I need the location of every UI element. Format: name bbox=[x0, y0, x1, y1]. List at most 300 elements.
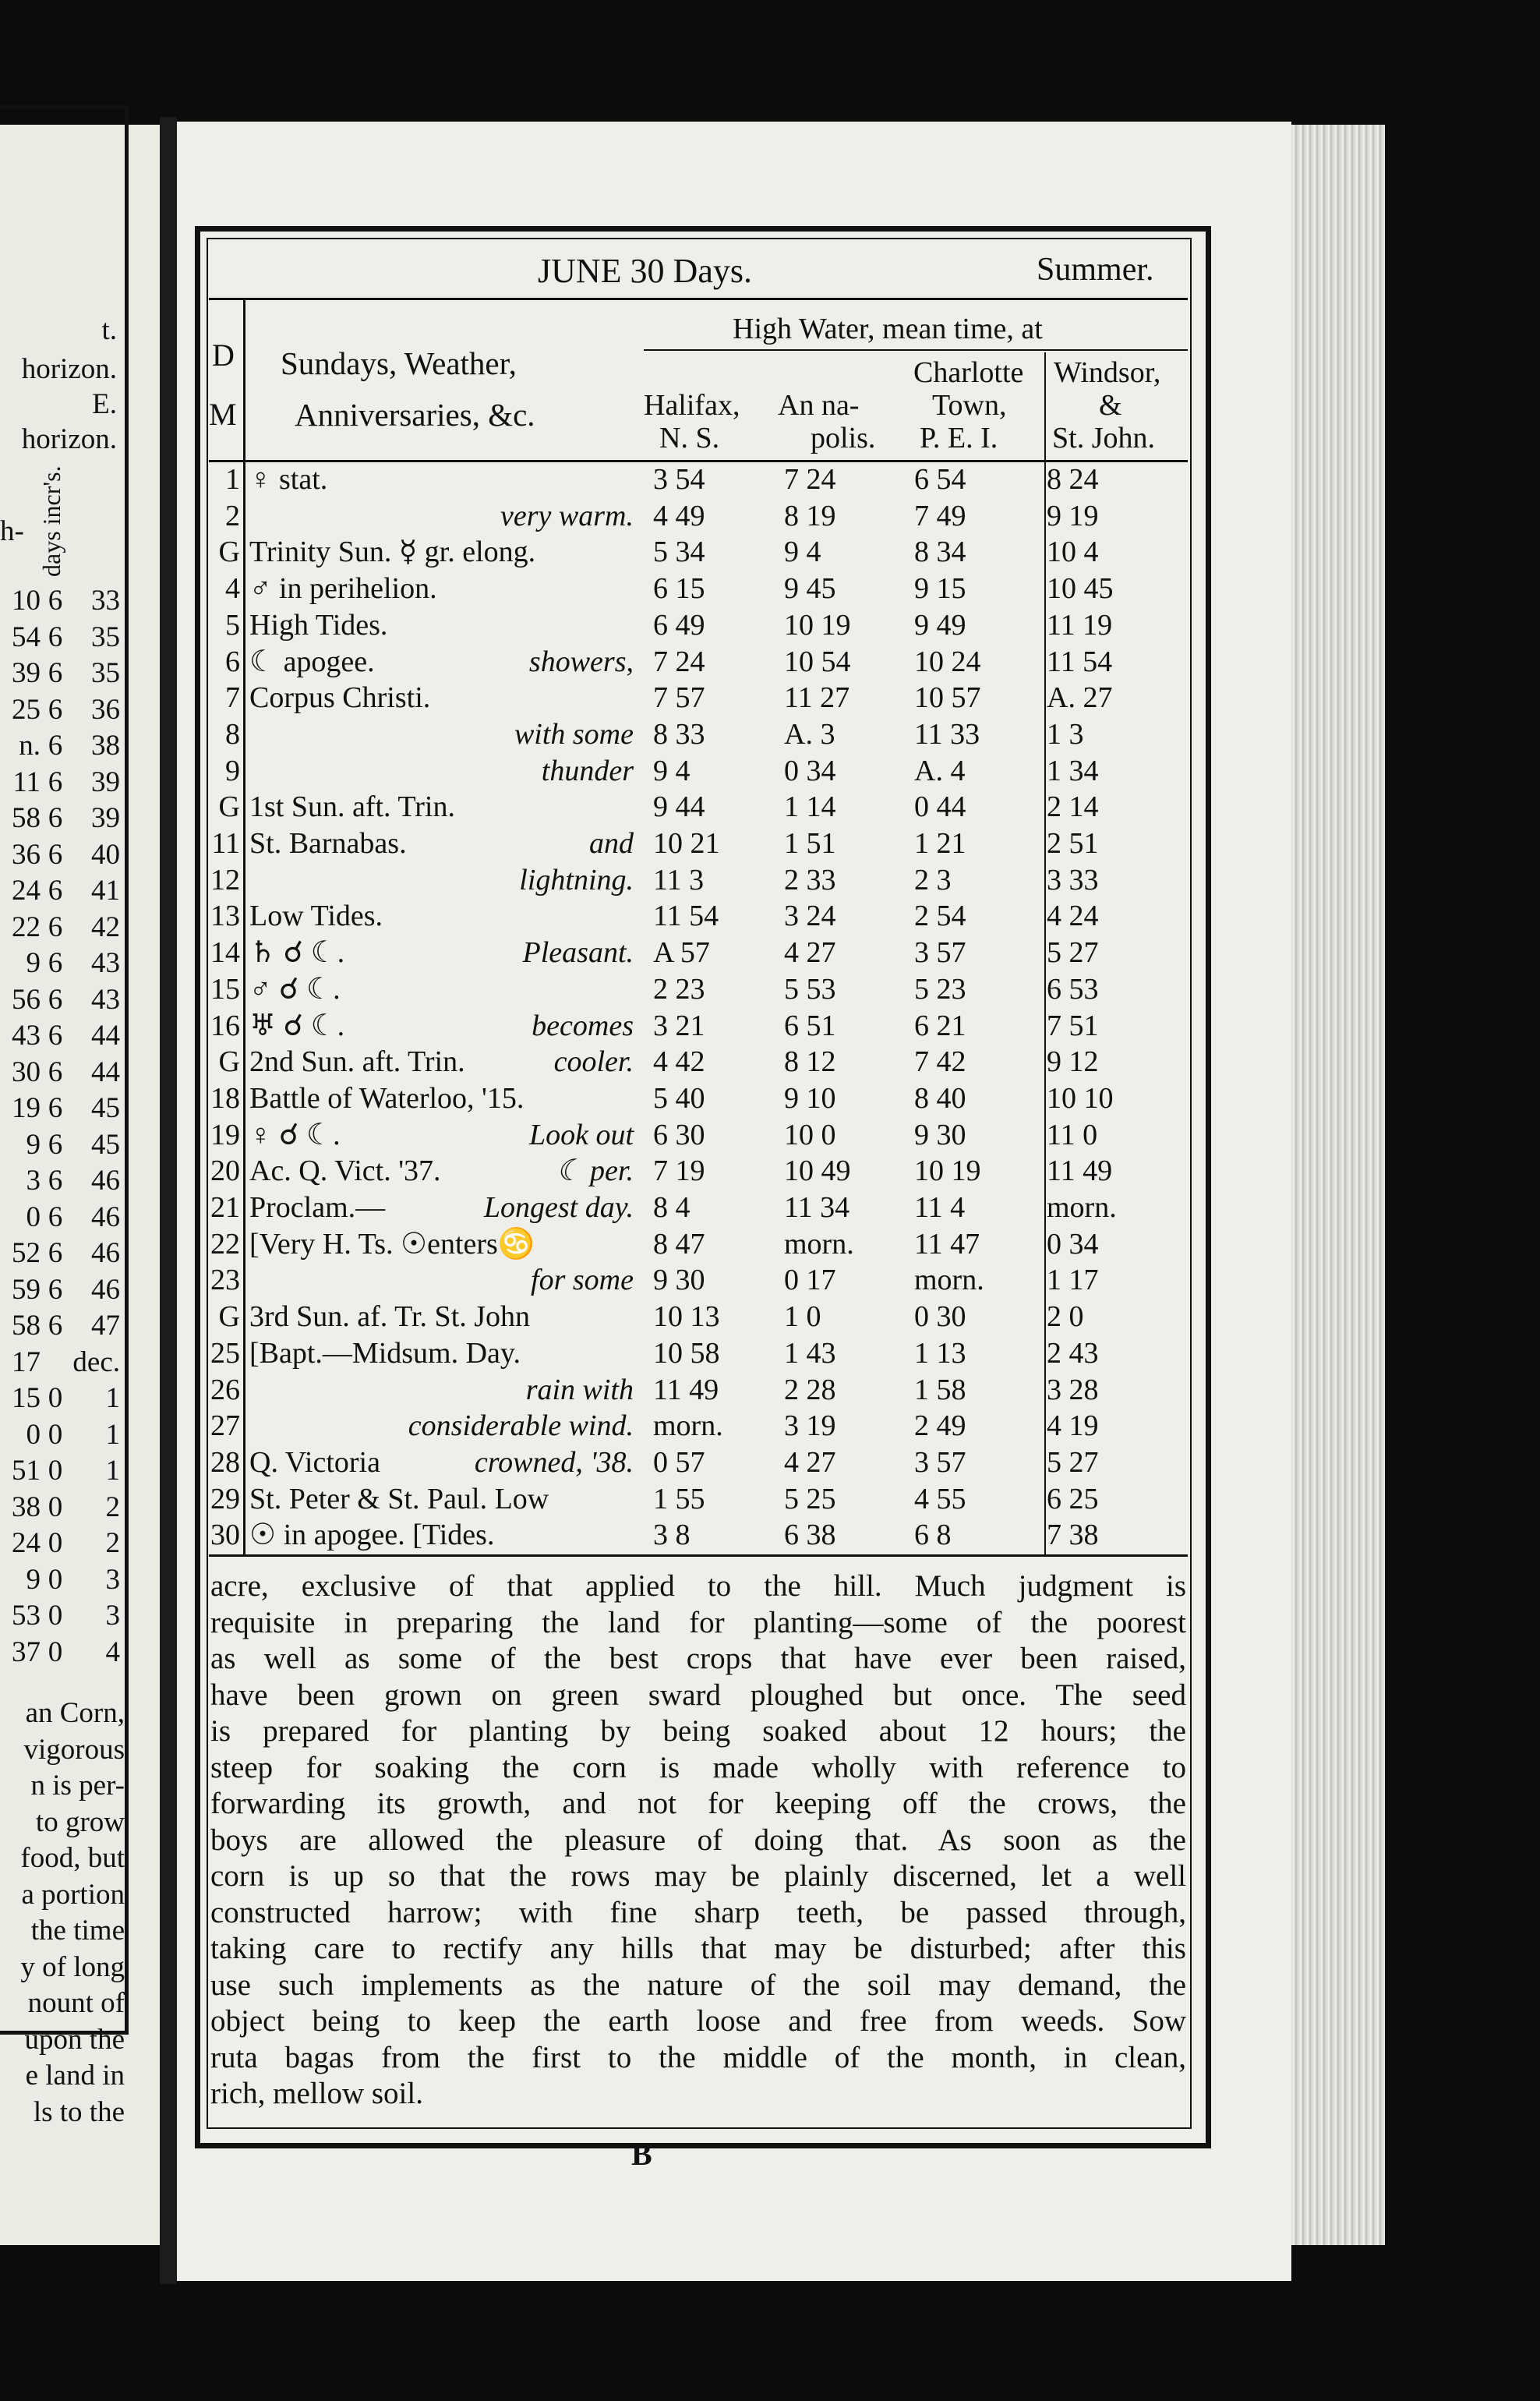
table-row bbox=[209, 498, 1188, 535]
charlotte-time: 2 49 bbox=[914, 1409, 966, 1443]
anniversary-text: ♄ ☌ ☾. bbox=[249, 936, 345, 970]
left-page-cell: 6 bbox=[48, 766, 63, 798]
halifax-time: 11 54 bbox=[653, 900, 719, 933]
left-page-cell: 2 bbox=[105, 1490, 120, 1523]
annapolis-time: 2 28 bbox=[784, 1373, 836, 1406]
day-marker: 25 bbox=[210, 1336, 240, 1370]
charlotte-time: 8 34 bbox=[914, 536, 966, 569]
table-row bbox=[209, 753, 1188, 790]
left-page-cell: 9 bbox=[26, 1128, 41, 1161]
left-page-cell: 11 bbox=[12, 766, 41, 798]
left-page-cell: 6 bbox=[48, 947, 63, 979]
weather-text: Longest day. bbox=[483, 1191, 634, 1224]
charlotte-time: 6 54 bbox=[914, 463, 966, 496]
col-windsor-1: Windsor, bbox=[1054, 356, 1161, 389]
anniversary-text: Ac. Q. Vict. '37. bbox=[249, 1155, 441, 1188]
paragraph-line: steep for soaking the corn is made wholly with reference to bbox=[210, 1750, 1186, 1784]
left-page-cell: 17 bbox=[12, 1345, 41, 1378]
col-annapolis-1: An na- bbox=[778, 389, 860, 422]
halifax-time: 6 30 bbox=[653, 1118, 705, 1151]
left-page-cell: 6 bbox=[48, 1310, 63, 1342]
left-page-cell: 6 bbox=[48, 585, 63, 617]
table-row bbox=[209, 1299, 1188, 1335]
charlotte-time: 2 3 bbox=[914, 863, 952, 896]
left-page-cell: 58 bbox=[12, 802, 41, 834]
paragraph-line: object being to keep the earth loose and free from weeds. Sow bbox=[210, 2004, 1186, 2038]
annapolis-time: 5 25 bbox=[784, 1482, 836, 1515]
windsor-time: 1 34 bbox=[1047, 754, 1099, 787]
left-page-cell: 6 bbox=[48, 911, 63, 943]
anniversary-text: Corpus Christi. bbox=[249, 681, 431, 715]
windsor-time: A. 27 bbox=[1047, 681, 1113, 715]
annapolis-time: 4 27 bbox=[784, 936, 836, 970]
left-page-cell: 46 bbox=[91, 1165, 120, 1197]
table-row bbox=[209, 935, 1188, 971]
windsor-time: 2 14 bbox=[1047, 790, 1099, 824]
weather-text: becomes bbox=[532, 1009, 634, 1042]
left-page-cell: 0 bbox=[48, 1490, 63, 1523]
left-page-text-line: the time bbox=[30, 1915, 125, 1947]
annapolis-time: 8 19 bbox=[784, 499, 836, 532]
col-halifax-1: Halifax, bbox=[644, 389, 740, 422]
table-row bbox=[209, 1153, 1188, 1190]
charlotte-time: 2 54 bbox=[914, 900, 966, 933]
anniversary-text: [Very H. Ts. ☉enters♋ bbox=[249, 1227, 535, 1261]
annapolis-time: 2 33 bbox=[784, 863, 836, 896]
windsor-time: 7 38 bbox=[1047, 1519, 1099, 1552]
left-page-cell: 6 bbox=[48, 693, 63, 726]
left-head-2: horizon. bbox=[21, 353, 117, 385]
charlotte-time: 4 55 bbox=[914, 1482, 966, 1515]
left-page-cell: 1 bbox=[105, 1455, 120, 1487]
left-page-cell: 43 bbox=[91, 983, 120, 1016]
table-row bbox=[209, 1372, 1188, 1409]
left-page-cell: 39 bbox=[91, 766, 120, 798]
left-page-cell: 3 bbox=[26, 1165, 41, 1197]
charlotte-time: 6 8 bbox=[914, 1519, 952, 1552]
charlotte-time: 11 4 bbox=[914, 1191, 966, 1224]
paragraph-line: is prepared for planting by being soaked about 12 hours; the bbox=[210, 1714, 1186, 1748]
table-bottom-rule bbox=[209, 1554, 1188, 1557]
charlotte-time: 6 21 bbox=[914, 1009, 966, 1042]
day-marker: 7 bbox=[225, 681, 240, 715]
left-page-cell: 10 bbox=[12, 585, 41, 617]
left-page-cell: 54 bbox=[12, 621, 41, 653]
table-row bbox=[209, 971, 1188, 1008]
weather-text: Look out bbox=[528, 1118, 634, 1151]
left-page-cell: 51 bbox=[12, 1455, 41, 1487]
charlotte-time: 10 57 bbox=[914, 681, 981, 715]
charlotte-time: 1 13 bbox=[914, 1336, 966, 1370]
left-page-cell: 37 bbox=[12, 1635, 41, 1668]
left-page-cell: 6 bbox=[48, 1092, 63, 1124]
weather-text: Pleasant. bbox=[522, 936, 634, 970]
charlotte-time: 1 58 bbox=[914, 1373, 966, 1406]
left-page-cell: 6 bbox=[48, 1200, 63, 1233]
paragraph-line: have been grown on green sward ploughed but once. The seed bbox=[210, 1678, 1186, 1712]
left-page-cell: 36 bbox=[91, 693, 120, 726]
charlotte-time: 9 15 bbox=[914, 572, 966, 606]
halifax-time: morn. bbox=[653, 1409, 723, 1443]
left-page-cell: 6 bbox=[48, 1020, 63, 1052]
col-charlotte-1: Charlotte bbox=[913, 356, 1024, 389]
col-windsor-3: St. John. bbox=[1052, 422, 1155, 454]
charlotte-time: 7 42 bbox=[914, 1045, 966, 1079]
anniversary-text: St. Peter & St. Paul. Low bbox=[249, 1482, 549, 1515]
windsor-time: 7 51 bbox=[1047, 1009, 1099, 1042]
day-marker: 14 bbox=[210, 936, 240, 970]
paragraph-line: as well as some of the best crops that have ever been raised, bbox=[210, 1642, 1186, 1675]
windsor-time: 11 49 bbox=[1047, 1155, 1113, 1188]
anniversary-text: High Tides. bbox=[249, 608, 388, 642]
left-page-cell: 15 bbox=[12, 1382, 41, 1414]
left-page-cell: 0 bbox=[48, 1455, 63, 1487]
windsor-time: 11 19 bbox=[1047, 608, 1113, 642]
high-water-rule bbox=[644, 349, 1188, 351]
day-marker: G bbox=[218, 1045, 240, 1079]
table-row bbox=[209, 1262, 1188, 1299]
day-marker: 19 bbox=[210, 1118, 240, 1151]
left-page-cell: 0 bbox=[48, 1600, 63, 1632]
left-page-cell: 6 bbox=[48, 1273, 63, 1306]
left-page-cell: 6 bbox=[48, 657, 63, 689]
left-page-cell: 45 bbox=[91, 1128, 120, 1161]
halifax-time: 10 21 bbox=[653, 827, 720, 860]
weather-text: rain with bbox=[525, 1373, 634, 1406]
left-page-cell: 33 bbox=[91, 585, 120, 617]
halifax-time: 5 40 bbox=[653, 1081, 705, 1115]
left-page-cell: 24 bbox=[12, 1527, 41, 1559]
left-page-cell: 9 bbox=[26, 1563, 41, 1596]
paragraph-line: use such implements as the nature of the soil may demand, the bbox=[210, 1968, 1186, 2002]
anniversary-text: ♂ ☌ ☾. bbox=[249, 972, 341, 1006]
day-marker: 6 bbox=[225, 645, 240, 678]
annapolis-time: 6 38 bbox=[784, 1519, 836, 1552]
day-marker: 29 bbox=[210, 1482, 240, 1515]
anniversary-text: 2nd Sun. aft. Trin. bbox=[249, 1045, 465, 1079]
charlotte-time: 5 23 bbox=[914, 972, 966, 1006]
annapolis-time: 10 54 bbox=[784, 645, 851, 678]
anniversary-text: Trinity Sun. ☿ gr. elong. bbox=[249, 536, 536, 569]
left-page-cell: 4 bbox=[105, 1635, 120, 1668]
day-marker: 23 bbox=[210, 1264, 240, 1297]
table-row bbox=[209, 534, 1188, 571]
day-marker: G bbox=[218, 1300, 240, 1334]
charlotte-time: 3 57 bbox=[914, 936, 966, 970]
table-row bbox=[209, 1080, 1188, 1117]
paragraph-line: requisite in preparing the land for planting—some of the poorest bbox=[210, 1605, 1186, 1639]
windsor-time: 3 28 bbox=[1047, 1373, 1099, 1406]
annapolis-time: 3 24 bbox=[784, 900, 836, 933]
table-row bbox=[209, 1190, 1188, 1226]
day-marker: 16 bbox=[210, 1009, 240, 1042]
left-page-cell: 0 bbox=[48, 1418, 63, 1451]
annapolis-time: 1 0 bbox=[784, 1300, 821, 1334]
left-page-text-line: food, but bbox=[20, 1842, 125, 1874]
month-title: JUNE 30 Days. bbox=[538, 252, 752, 290]
windsor-time: 4 24 bbox=[1047, 900, 1099, 933]
charlotte-time: 9 49 bbox=[914, 608, 966, 642]
anniversary-text: ♀ stat. bbox=[249, 463, 328, 496]
paragraph-line: corn is up so that the rows may be plainly discerned, let a well bbox=[210, 1859, 1186, 1893]
weather-text: for some bbox=[531, 1264, 634, 1297]
table-row bbox=[209, 1335, 1188, 1372]
table-row bbox=[209, 1517, 1188, 1554]
day-marker: 1 bbox=[225, 463, 240, 496]
table-row bbox=[209, 789, 1188, 826]
left-page-cell: 6 bbox=[48, 1128, 63, 1161]
left-page-cell: 24 bbox=[12, 875, 41, 907]
left-h-label: h- bbox=[0, 515, 24, 547]
day-marker: 21 bbox=[210, 1191, 240, 1224]
day-marker: 12 bbox=[210, 863, 240, 896]
left-page-cell: 44 bbox=[91, 1056, 120, 1088]
col-windsor-2: & bbox=[1099, 389, 1122, 422]
day-marker: 27 bbox=[210, 1409, 240, 1443]
day-marker: 22 bbox=[210, 1227, 240, 1261]
left-page-cell: 0 bbox=[48, 1382, 63, 1414]
windsor-time: 10 10 bbox=[1047, 1081, 1114, 1115]
halifax-time: 6 49 bbox=[653, 608, 705, 642]
anniversary-text: [Bapt.—Midsum. Day. bbox=[249, 1336, 521, 1370]
left-page-cell: 3 bbox=[105, 1563, 120, 1596]
annapolis-time: 9 45 bbox=[784, 572, 836, 606]
left-page-cell: n. bbox=[19, 730, 41, 762]
left-head-1: t. bbox=[101, 314, 117, 346]
weather-text: crowned, '38. bbox=[474, 1445, 634, 1479]
left-page-cell: 2 bbox=[105, 1527, 120, 1559]
weather-text: thunder bbox=[541, 754, 634, 787]
anniversary-text: ♂ in perihelion. bbox=[249, 572, 437, 606]
halifax-time: 2 23 bbox=[653, 972, 705, 1006]
left-page-cell: 6 bbox=[48, 1165, 63, 1197]
col-charlotte-2: Town, bbox=[932, 389, 1007, 422]
annapolis-time: 0 17 bbox=[784, 1264, 836, 1297]
day-marker: 20 bbox=[210, 1155, 240, 1188]
charlotte-time: A. 4 bbox=[914, 754, 966, 787]
table-row bbox=[209, 862, 1188, 899]
halifax-time: 11 3 bbox=[653, 863, 705, 896]
left-page-cell: 53 bbox=[12, 1600, 41, 1632]
left-page-cell: 58 bbox=[12, 1310, 41, 1342]
charlotte-time: 9 30 bbox=[914, 1118, 966, 1151]
weather-text: with some bbox=[514, 717, 634, 751]
halifax-time: 10 13 bbox=[653, 1300, 720, 1334]
day-marker: G bbox=[218, 536, 240, 569]
left-page-cell: 41 bbox=[91, 875, 120, 907]
left-page-text-line: a portion bbox=[21, 1878, 125, 1911]
halifax-time: 7 19 bbox=[653, 1155, 705, 1188]
halifax-time: 7 24 bbox=[653, 645, 705, 678]
left-page-cell: 19 bbox=[12, 1092, 41, 1124]
left-page-cell: 6 bbox=[48, 1237, 63, 1269]
charlotte-time: 8 40 bbox=[914, 1081, 966, 1115]
left-page-cell: 0 bbox=[26, 1200, 41, 1233]
halifax-time: 4 49 bbox=[653, 499, 705, 532]
day-marker: 26 bbox=[210, 1373, 240, 1406]
left-page-cell: 0 bbox=[48, 1635, 63, 1668]
left-head-3: E. bbox=[92, 388, 117, 420]
left-page-text-line: e land in bbox=[25, 2060, 125, 2092]
farming-paragraph bbox=[210, 1568, 1186, 2113]
left-page-cell: 6 bbox=[48, 838, 63, 871]
annapolis-time: 1 43 bbox=[784, 1336, 836, 1370]
weather-text: showers, bbox=[528, 645, 634, 678]
table-row bbox=[209, 898, 1188, 935]
left-page-cell: 35 bbox=[91, 657, 120, 689]
halifax-time: 8 4 bbox=[653, 1191, 691, 1224]
table-row bbox=[209, 1008, 1188, 1045]
weather-text: considerable wind. bbox=[408, 1409, 634, 1443]
col-halifax-2: N. S. bbox=[659, 422, 720, 454]
high-water-heading: High Water, mean time, at bbox=[733, 313, 1043, 345]
anniversary-text: Q. Victoria bbox=[249, 1445, 380, 1479]
day-marker: 28 bbox=[210, 1445, 240, 1479]
left-page-cell: 38 bbox=[91, 730, 120, 762]
left-page-cell: 56 bbox=[12, 983, 41, 1016]
left-page-cell: 0 bbox=[26, 1418, 41, 1451]
halifax-time: 9 4 bbox=[653, 754, 691, 787]
day-marker: 8 bbox=[225, 717, 240, 751]
annapolis-time: 11 27 bbox=[784, 681, 850, 715]
left-page-cell: 3 bbox=[105, 1600, 120, 1632]
day-marker: 5 bbox=[225, 608, 240, 642]
table-row bbox=[209, 571, 1188, 607]
table-row bbox=[209, 1444, 1188, 1481]
paragraph-line: ruta bagas from the first to the middle of the month, in clean, bbox=[210, 2040, 1186, 2074]
windsor-time: 11 0 bbox=[1047, 1118, 1098, 1151]
left-page-cell: 0 bbox=[48, 1527, 63, 1559]
halifax-time: 8 47 bbox=[653, 1227, 705, 1261]
day-marker: 13 bbox=[210, 900, 240, 933]
left-page-text-line: y of long bbox=[20, 1950, 125, 1983]
table-row bbox=[209, 826, 1188, 862]
halifax-time: 8 33 bbox=[653, 717, 705, 751]
paragraph-line: constructed harrow; with fine sharp teeth, be passed through, bbox=[210, 1895, 1186, 1929]
anniversary-text: ♅ ☌ ☾. bbox=[249, 1009, 345, 1042]
halifax-time: 10 58 bbox=[653, 1336, 720, 1370]
left-page-cell: 38 bbox=[12, 1490, 41, 1523]
day-marker: 15 bbox=[210, 972, 240, 1006]
halifax-time: 3 8 bbox=[653, 1519, 691, 1552]
left-page-cell: 46 bbox=[91, 1200, 120, 1233]
col-sundays-line1: Sundays, Weather, bbox=[281, 345, 517, 381]
charlotte-time: 0 44 bbox=[914, 790, 966, 824]
windsor-time: 8 24 bbox=[1047, 463, 1099, 496]
charlotte-time: 7 49 bbox=[914, 499, 966, 532]
left-page-cell: 47 bbox=[91, 1310, 120, 1342]
left-page-text-line: ls to the bbox=[33, 2095, 125, 2128]
day-marker: 9 bbox=[225, 754, 240, 787]
paragraph-line: boys are allowed the pleasure of doing that. As soon as the bbox=[210, 1823, 1186, 1857]
windsor-time: 9 12 bbox=[1047, 1045, 1099, 1079]
left-head-4: horizon. bbox=[21, 423, 117, 455]
charlotte-time: 3 57 bbox=[914, 1445, 966, 1479]
windsor-time: 11 54 bbox=[1047, 645, 1113, 678]
charlotte-time: 0 30 bbox=[914, 1300, 966, 1334]
book-gutter bbox=[160, 117, 177, 2284]
paragraph-line: forwarding its growth, and not for keeping off the crows, the bbox=[210, 1787, 1186, 1820]
col-sundays-line2: Anniversaries, &c. bbox=[295, 397, 535, 433]
anniversary-text: St. Barnabas. bbox=[249, 827, 407, 860]
halifax-time: 0 57 bbox=[653, 1445, 705, 1479]
table-row bbox=[209, 461, 1188, 498]
annapolis-time: 6 51 bbox=[784, 1009, 836, 1042]
left-page-cell: 6 bbox=[48, 1056, 63, 1088]
anniversary-text: Battle of Waterloo, '15. bbox=[249, 1081, 525, 1115]
left-page-cell: 30 bbox=[12, 1056, 41, 1088]
day-marker: 2 bbox=[225, 499, 240, 532]
left-page-cell: 35 bbox=[91, 621, 120, 653]
left-page-cell: 1 bbox=[105, 1382, 120, 1414]
left-page-text-line: upon the bbox=[24, 2023, 125, 2056]
left-page-cell: 6 bbox=[48, 621, 63, 653]
anniversary-text: ☾ apogee. bbox=[249, 645, 375, 678]
col-annapolis-2: polis. bbox=[811, 422, 876, 454]
left-page-cell: 43 bbox=[91, 947, 120, 979]
left-page-text-line: to grow bbox=[35, 1805, 125, 1838]
left-page-cell: 43 bbox=[12, 1020, 41, 1052]
annapolis-time: 1 51 bbox=[784, 827, 836, 860]
left-page-cell: dec. bbox=[72, 1345, 120, 1378]
windsor-time: 9 19 bbox=[1047, 499, 1099, 532]
annapolis-time: 10 19 bbox=[784, 608, 851, 642]
halifax-time: A 57 bbox=[653, 936, 710, 970]
table-row bbox=[209, 644, 1188, 681]
left-page-cell: 6 bbox=[48, 875, 63, 907]
table-row bbox=[209, 716, 1188, 753]
windsor-time: 1 17 bbox=[1047, 1264, 1099, 1297]
annapolis-time: 10 49 bbox=[784, 1155, 851, 1188]
col-m-label: M bbox=[209, 397, 237, 432]
left-page-text-line: n is per- bbox=[30, 1770, 125, 1802]
charlotte-time: 11 47 bbox=[914, 1227, 980, 1261]
annapolis-time: 1 14 bbox=[784, 790, 836, 824]
windsor-time: 6 53 bbox=[1047, 972, 1099, 1006]
charlotte-time: 11 33 bbox=[914, 717, 980, 751]
windsor-time: 1 3 bbox=[1047, 717, 1084, 751]
left-page-cell: 44 bbox=[91, 1020, 120, 1052]
halifax-time: 3 54 bbox=[653, 463, 705, 496]
day-marker: 30 bbox=[210, 1519, 240, 1552]
windsor-time: 5 27 bbox=[1047, 1445, 1099, 1479]
annapolis-time: 9 10 bbox=[784, 1081, 836, 1115]
left-days-label: days incr's. bbox=[37, 465, 65, 577]
annapolis-time: 9 4 bbox=[784, 536, 821, 569]
table-row bbox=[209, 1408, 1188, 1444]
left-page-cell: 40 bbox=[91, 838, 120, 871]
charlotte-time: 10 19 bbox=[914, 1155, 981, 1188]
table-row bbox=[209, 1481, 1188, 1518]
halifax-time: 9 44 bbox=[653, 790, 705, 824]
annapolis-time: 5 53 bbox=[784, 972, 836, 1006]
annapolis-time: morn. bbox=[784, 1227, 854, 1261]
left-page-cell: 6 bbox=[48, 730, 63, 762]
halifax-time: 7 57 bbox=[653, 681, 705, 715]
left-page-cell: 25 bbox=[12, 693, 41, 726]
table-row bbox=[209, 680, 1188, 716]
halifax-time: 9 30 bbox=[653, 1264, 705, 1297]
windsor-time: 3 33 bbox=[1047, 863, 1099, 896]
halifax-time: 4 42 bbox=[653, 1045, 705, 1079]
table-row bbox=[209, 607, 1188, 644]
left-page-cell: 46 bbox=[91, 1273, 120, 1306]
windsor-time: 10 4 bbox=[1047, 536, 1099, 569]
windsor-time: 2 0 bbox=[1047, 1300, 1084, 1334]
left-page-cell: 52 bbox=[12, 1237, 41, 1269]
windsor-time: 6 25 bbox=[1047, 1482, 1099, 1515]
anniversary-text: 1st Sun. aft. Trin. bbox=[249, 790, 455, 824]
